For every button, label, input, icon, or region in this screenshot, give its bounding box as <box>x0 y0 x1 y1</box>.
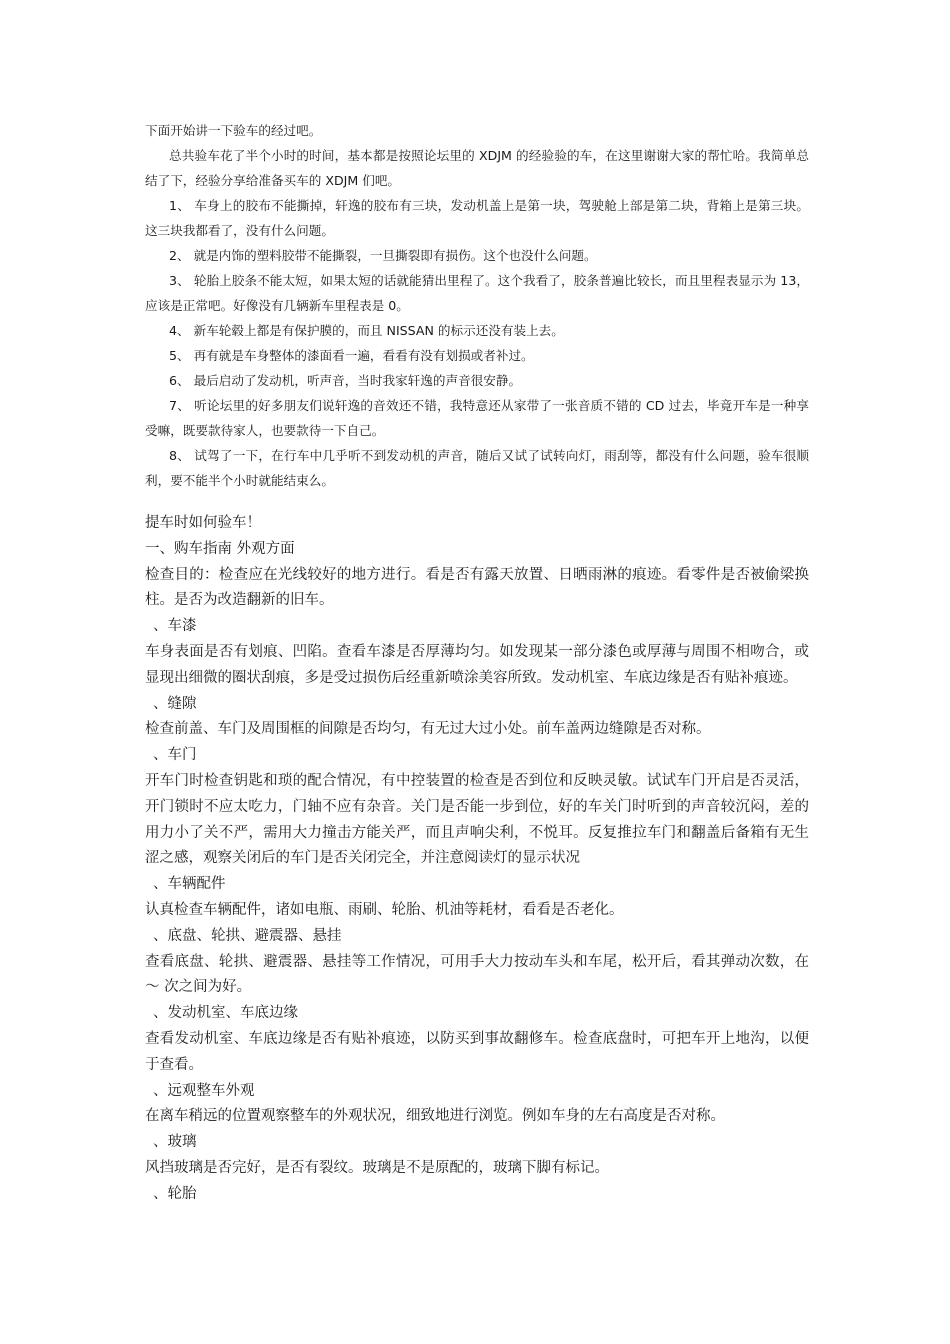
list-item: 7、 听论坛里的好多朋友们说轩逸的音效还不错，我特意还从家带了一张音质不错的 CD 过去，毕竟开车是一种享受嘛，既要款待家人，也要款待一下自己。 <box>145 398 809 438</box>
list-item: 2、 就是内饰的塑料胶带不能撕裂，一旦撕裂即有损伤。这个也没什么问题。 <box>169 248 597 263</box>
purpose-paragraph: 检查目的：检查应在光线较好的地方进行。看是否有露天放置、日晒雨淋的痕迹。看零件是否被偷梁换柱。是否为改造翻新的旧车。 <box>145 566 809 609</box>
section-heading: 、发动机室、车底边缘 <box>153 1005 298 1022</box>
section-body: 查看底盘、轮拱、避震器、悬挂等工作情况，可用手大力按动车头和车尾，松开后，看其弹动次数，在 ～ 次之间为好。 <box>145 953 809 996</box>
list-item: 1、 车身上的胶布不能撕掉，轩逸的胶布有三块，发动机盖上是第一块，驾驶舱上部是第二块，背箱上是第三块。这三块我都看了，没有什么问题。 <box>145 198 809 238</box>
section-body: 查看发动机室、车底边缘是否有贴补痕迹，以防买到事故翻修车。检查底盘时，可把车开上地沟，以便于查看。 <box>145 1030 809 1073</box>
section-body: 认真检查车辆配件，诸如电瓶、雨刷、轮胎、机油等耗材，看看是否老化。 <box>145 901 624 918</box>
guide-title: 提车时如何验车！ <box>145 515 261 531</box>
section-body: 车身表面是否有划痕、凹陷。查看车漆是否厚薄均匀。如发现某一部分漆色或厚薄与周围不相吻合，或显现出细微的圈状刮痕，多是受过损伤后经重新喷涂美容所致。发动机室、车底边缘是否有贴补痕迹。 <box>145 643 809 686</box>
list-item: 4、 新车轮毂上都是有保护膜的，而且 NISSAN 的标示还没有装上去。 <box>169 323 564 338</box>
section-body: 开车门时检查钥匙和琐的配合情况，有中控装置的检查是否到位和反映灵敏。试试车门开启是否灵活，开门锁时不应太吃力，门轴不应有杂音。关门是否能一步到位，好的车关门时听到的声音较沉闷，差的用力小了关不严，需用大力撞击方能关严，而且声响尖利，不悦耳。反复推拉车门和翻盖后备箱有无生涩之感，观察关闭后的车门是否关闭完全，并注意阅读灯的显示状况 <box>145 772 809 867</box>
section-heading: 、底盘、轮拱、避震器、悬挂 <box>153 927 342 944</box>
list-item: 3、 轮胎上胶条不能太短，如果太短的话就能猜出里程了。这个我看了，胶条普遍比较长，而且里程表显示为 13，应该是正常吧。好像没有几辆新车里程表是 0。 <box>145 273 809 313</box>
section-heading: 、缝隙 <box>153 695 197 712</box>
document-page <box>145 118 809 1208</box>
section-heading: 、车漆 <box>153 618 197 635</box>
list-item: 8、 试驾了一下，在行车中几乎听不到发动机的声音，随后又试了试转向灯，雨刮等，都没有什么问题，验车很顺利，要不能半个小时就能结束么。 <box>145 448 809 488</box>
section-body: 检查前盖、车门及周围框的间隙是否均匀，有无过大过小处。前车盖两边缝隙是否对称。 <box>145 721 711 738</box>
guide-subtitle: 一、购车指南 外观方面 <box>145 540 295 557</box>
section-heading: 、远观整车外观 <box>153 1082 255 1099</box>
summary-paragraph: 总共验车花了半个小时的时间，基本都是按照论坛里的 XDJM 的经验验的车，在这里谢谢大家的帮忙哈。我简单总结了下，经验分享给准备买车的 XDJM 们吧。 <box>145 148 809 188</box>
section-heading: 、玻璃 <box>153 1134 197 1151</box>
list-item: 5、 再有就是车身整体的漆面看一遍，看看有没有划损或者补过。 <box>169 348 534 363</box>
intro-paragraph: 下面开始讲一下验车的经过吧。 <box>145 123 322 138</box>
list-item: 6、 最后启动了发动机，听声音，当时我家轩逸的声音很安静。 <box>169 373 522 388</box>
section-body: 风挡玻璃是否完好，是否有裂纹。玻璃是不是原配的，玻璃下脚有标记。 <box>145 1159 609 1176</box>
section-heading: 、轮胎 <box>153 1185 197 1202</box>
section-body: 在离车稍远的位置观察整车的外观状况，细致地进行浏览。例如车身的左右高度是否对称。 <box>145 1108 725 1125</box>
inspection-story <box>145 118 809 493</box>
section-heading: 、车门 <box>153 747 197 764</box>
section-heading: 、车辆配件 <box>153 876 226 893</box>
pickup-guide <box>145 511 809 1208</box>
